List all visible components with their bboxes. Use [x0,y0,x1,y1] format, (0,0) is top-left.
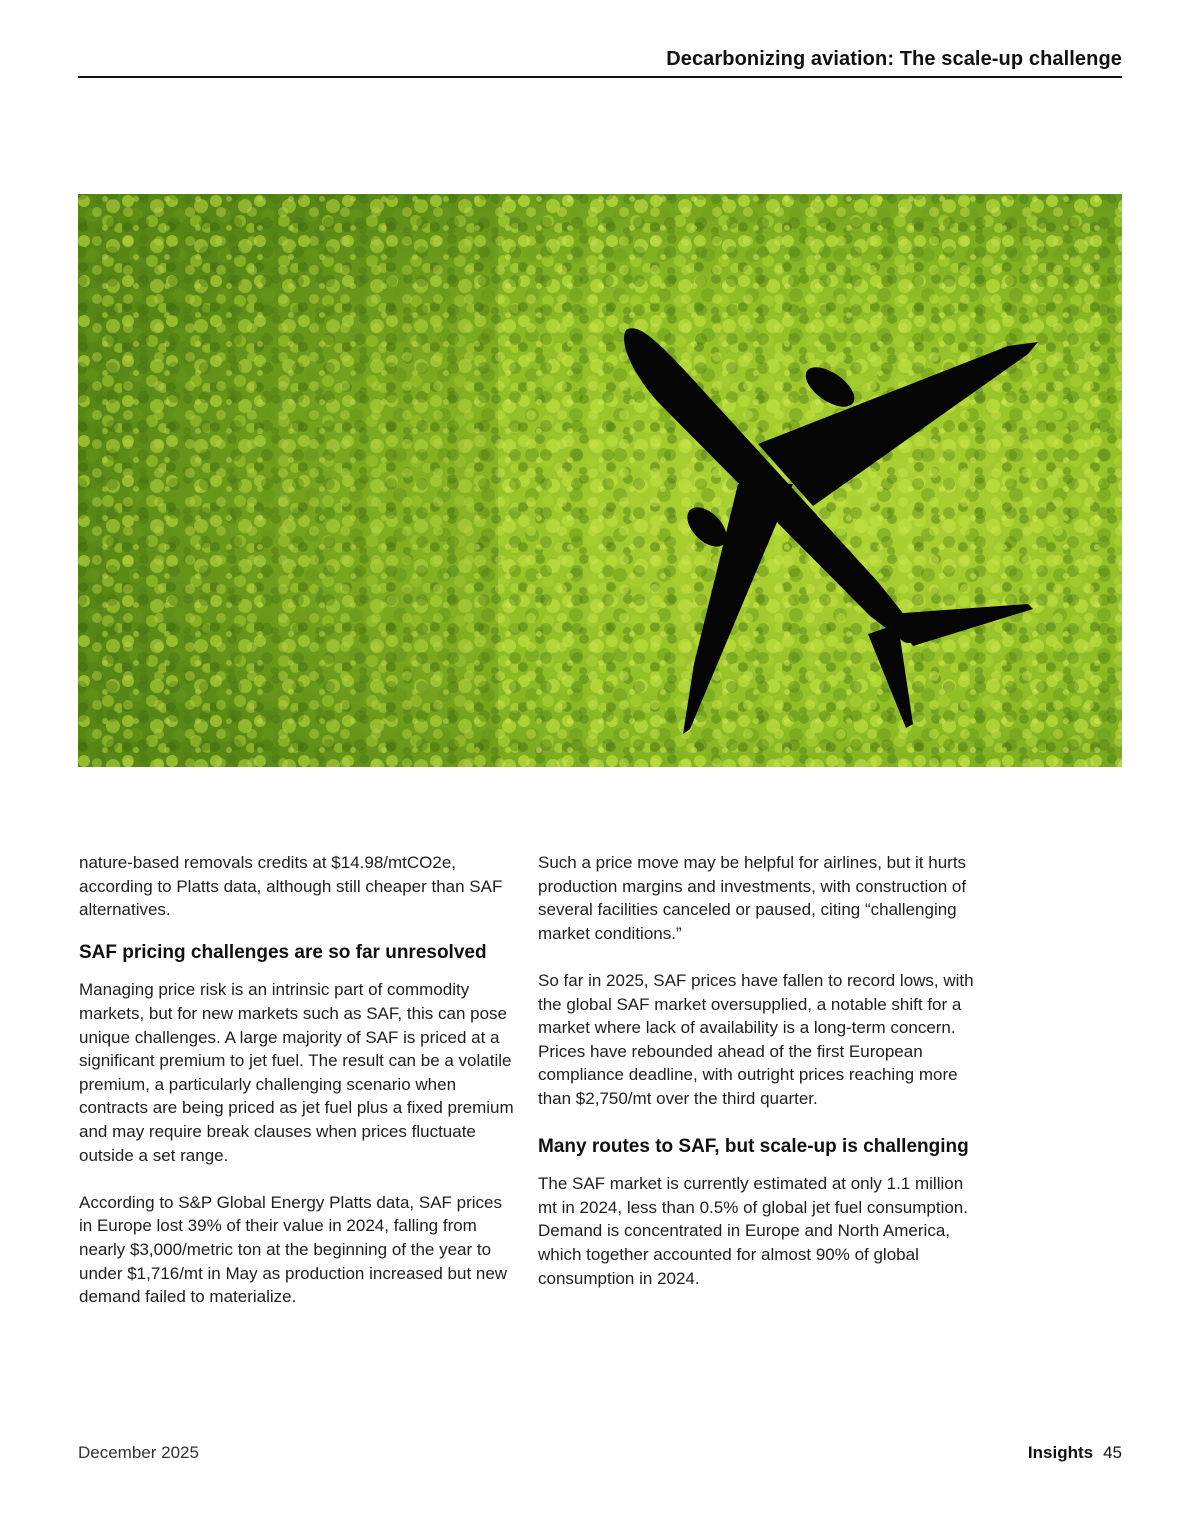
forest-aerial-photo [78,194,1122,767]
footer-date: December 2025 [78,1443,199,1462]
body-paragraph: According to S&P Global Energy Platts data, SAF prices in Europe lost 39% of their value in 2024, falling from nearly $3,000/metric ton at the beginning of the year to under $1,716/mt in May as production increased but new demand failed to materialize. [79,1192,508,1307]
footer-publication [1028,1443,1122,1463]
left-column [79,851,519,1332]
body-paragraph: Such a price move may be helpful for airlines, but it hurts production margins and investments, with construction of several facilities canceled or paused, citing “challenging market conditions.” [538,853,967,943]
page-number: 45 [1103,1443,1122,1462]
page-header-title: Decarbonizing aviation: The scale-up challenge [666,48,1122,70]
body-paragraph: The SAF market is currently estimated at only 1.1 million mt in 2024, less than 0.5% of global jet fuel consumption. Demand is concentrated in Europe and North America, which together accounted for almost 90% of global consumption in 2024. [538,1174,968,1288]
publication-name: Insights [1027,1443,1094,1462]
body-paragraph: Managing price risk is an intrinsic part of commodity markets, but for new markets such as SAF, this can pose unique challenges. A large majority of SAF is priced at a significant premium to jet fuel. The result can be a volatile premium, a particularly challenging scenario when contracts are being priced as jet fuel plus a fixed premium and may require break clauses when prices fluctuate outside a set range. [79,980,514,1165]
header-divider [78,76,1122,78]
hero-image [78,194,1122,767]
section-heading-routes-to-saf: Many routes to SAF, but scale-up is challenging [538,1136,969,1158]
intro-paragraph: nature-based removals credits at $14.98/mtCO2e, according to Platts data, although still cheaper than SAF alternatives. [79,853,503,920]
body-paragraph: So far in 2025, SAF prices have fallen to record lows, with the global SAF market oversupplied, a notable shift for a market where lack of availability is a long-term concern. Prices have rebounded ahead of the first European compliance deadline, with outright prices reaching more than $2,750/mt over the third quarter. [538,970,974,1108]
section-heading-saf-pricing: SAF pricing challenges are so far unresolved [79,942,487,964]
right-column [538,851,978,1314]
